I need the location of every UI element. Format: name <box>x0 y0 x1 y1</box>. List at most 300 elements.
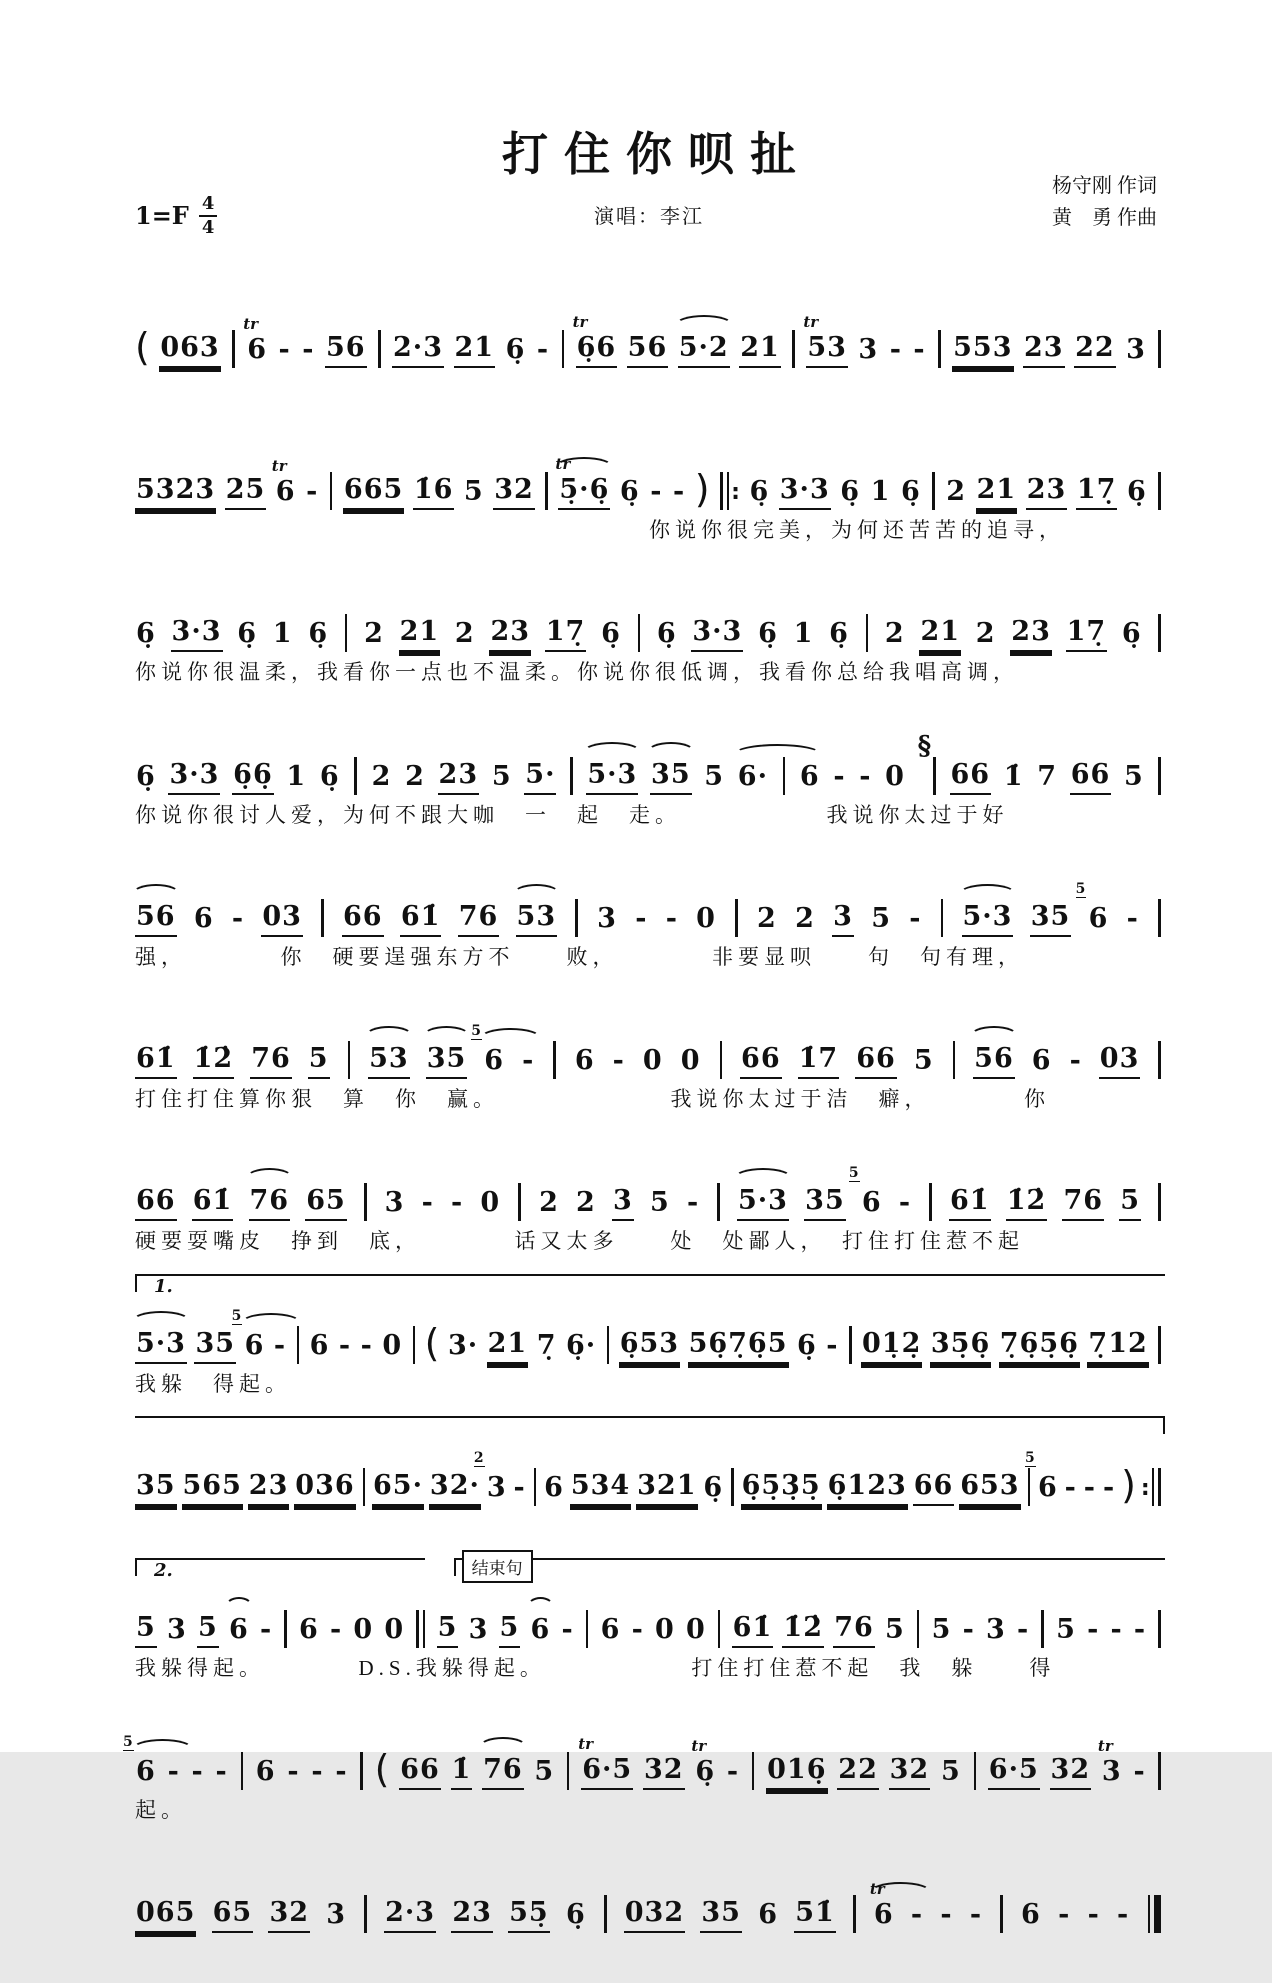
song-header <box>135 118 1163 276</box>
system-8 <box>135 1272 1163 1398</box>
note: 6̣ <box>136 760 156 792</box>
slur-arc <box>583 742 641 762</box>
note: 1̇2̇ <box>193 1043 235 1079</box>
note: 23 <box>248 1470 290 1506</box>
phrase-paren: ( <box>374 1747 390 1792</box>
note: 25 <box>225 474 267 510</box>
note: 1̇2̇ <box>782 1612 824 1648</box>
barline-icon <box>851 1893 858 1933</box>
note: 5 <box>1056 1614 1076 1646</box>
note: 76 <box>1062 1185 1104 1221</box>
note: 6̣ <box>136 618 156 650</box>
barline-icon <box>931 755 938 795</box>
note: 76 <box>833 1612 875 1648</box>
note: - <box>231 902 245 934</box>
slur-arc <box>959 884 1017 904</box>
note: 6 tr <box>271 456 296 507</box>
note: 6 <box>758 1898 779 1930</box>
barline-icon <box>1141 1466 1163 1506</box>
system-6 <box>135 987 1163 1113</box>
barline <box>720 472 723 510</box>
slur-arc <box>869 1879 931 1902</box>
note: 6̣ <box>900 475 921 507</box>
note: - <box>889 333 902 365</box>
barline-icon <box>733 897 740 937</box>
slur-arc <box>132 1311 190 1331</box>
barline-icon <box>361 1466 368 1506</box>
note: - <box>1069 1045 1082 1077</box>
note: 3·3 <box>779 474 831 510</box>
barline <box>929 1183 932 1221</box>
note: 0 <box>696 902 716 934</box>
note: - <box>1064 1472 1077 1504</box>
note: 1 <box>793 618 814 650</box>
barline-icon <box>1156 1750 1163 1790</box>
barline <box>345 614 348 652</box>
note: - <box>612 1045 625 1077</box>
note: 22 <box>837 1754 879 1790</box>
slur-arc <box>675 315 733 335</box>
notation-line <box>135 703 1163 795</box>
note: 0 <box>384 1614 405 1646</box>
barline <box>545 472 548 510</box>
note: 6̣ <box>829 618 849 650</box>
notation-line <box>135 845 1163 937</box>
system-12 <box>135 1841 1163 1933</box>
barline-icon <box>319 897 326 937</box>
note: - <box>650 475 663 507</box>
note: - <box>631 1614 644 1646</box>
barline <box>849 1326 852 1364</box>
note: 5·3 <box>737 1185 789 1221</box>
barline <box>607 1326 610 1364</box>
note: 5323 <box>135 474 216 510</box>
song-title: 打住你呗扯 <box>502 129 812 180</box>
note: 65· <box>372 1470 424 1506</box>
note: 6̣6 tr <box>576 332 618 368</box>
trill-mark: tr <box>691 1737 707 1756</box>
note: 6 5 <box>135 1756 157 1790</box>
note: 22 <box>1074 332 1116 368</box>
trill-mark: tr <box>555 454 571 473</box>
note: - <box>330 1614 343 1646</box>
note: 0 <box>885 760 905 792</box>
note: 32· <box>429 1470 481 1506</box>
lyrics-line: 我躲得起。 D.S.我躲得起。 打住打住惹不起 我 躲 得 <box>135 1656 1056 1681</box>
note: 23 <box>489 616 531 652</box>
trill-mark: tr <box>271 456 287 475</box>
note: - <box>215 1756 228 1788</box>
barline <box>731 1468 734 1506</box>
note: 21 <box>976 474 1018 510</box>
note: 17̣ <box>1066 616 1108 652</box>
note: 35 <box>650 759 692 795</box>
note: 5·3 <box>135 1328 187 1364</box>
barline <box>378 330 381 368</box>
barline <box>792 330 795 368</box>
barline-icon <box>915 1608 922 1648</box>
barline <box>562 330 565 368</box>
note: 5 <box>308 1043 330 1079</box>
note: 6· <box>737 761 769 795</box>
note: 56 <box>627 332 669 368</box>
note: 3 <box>326 1898 347 1930</box>
note: 53 <box>516 901 558 937</box>
lyrics-line: 你说你很温柔，我看你一点也不温柔。你说你很低调，我看你总给我唱高调， <box>135 660 1019 685</box>
note: 6̣ <box>1121 618 1142 650</box>
note: 5·3 <box>586 759 638 795</box>
barline-icon <box>543 470 550 510</box>
barline <box>1158 330 1161 368</box>
barline <box>1158 614 1161 652</box>
note: 0 <box>680 1045 701 1077</box>
barline <box>518 1183 521 1221</box>
note: 21 <box>487 1328 529 1364</box>
note: - <box>273 1329 287 1361</box>
key-time-signature <box>135 194 217 238</box>
trill-mark: tr <box>572 312 588 331</box>
composer-credit: 黄 勇 作曲 <box>1052 207 1157 229</box>
lyrics-line: 你说你很讨人爱，为何不跟大咖 一 起 走。 我说你太过于好 <box>135 802 1009 827</box>
system-2 <box>135 418 1163 544</box>
barline-icon <box>411 1324 418 1364</box>
barline-icon <box>516 1181 523 1221</box>
note: 55̣ <box>508 1897 550 1933</box>
note: 6 <box>600 1614 621 1646</box>
barline-icon <box>560 328 567 368</box>
trill-mark: tr <box>869 1879 885 1898</box>
barline <box>941 899 944 937</box>
note: 32 <box>643 1754 685 1790</box>
barline <box>1158 1041 1161 1079</box>
barline <box>1154 1895 1161 1933</box>
note: 76 <box>250 1043 292 1079</box>
note: 3·3 <box>171 616 223 652</box>
note: 321 <box>636 1470 697 1506</box>
notation-line <box>123 1698 1163 1792</box>
note: 5 <box>437 1612 459 1648</box>
note: 2 <box>757 902 777 934</box>
barline-icon <box>1026 1466 1033 1506</box>
note: 6̣53 <box>619 1328 680 1364</box>
note: 5̣·6̣ tr <box>558 474 610 510</box>
note: - <box>910 1898 924 1930</box>
note: 6 <box>544 1472 564 1504</box>
note: 6̣ <box>840 475 861 507</box>
system-3 <box>135 560 1163 686</box>
time-signature-numerator: 4 <box>199 194 218 217</box>
barline-icon <box>1156 1181 1163 1221</box>
barline <box>1158 1468 1161 1506</box>
slur-arc <box>365 1026 413 1046</box>
note: 6̣ <box>601 618 621 650</box>
note: - <box>1087 1614 1100 1646</box>
note: 6̣6̣ <box>232 759 274 795</box>
note: 5 <box>534 1756 555 1788</box>
note: 1̇6 <box>413 474 455 510</box>
slur-arc <box>647 742 695 762</box>
note: 7 <box>1037 760 1058 792</box>
barline <box>853 1895 856 1933</box>
note: 3· <box>447 1329 479 1361</box>
note: - <box>969 1898 983 1930</box>
note: 66 <box>342 901 384 937</box>
note: 6·5 <box>988 1754 1040 1790</box>
note: 2 <box>405 760 425 792</box>
note: - <box>726 1756 740 1788</box>
note: 65 <box>305 1185 347 1221</box>
notation-line <box>135 560 1163 652</box>
barline <box>717 1183 720 1221</box>
note: 76 <box>249 1185 291 1221</box>
note: 23 <box>1026 474 1068 510</box>
barline <box>917 1610 920 1648</box>
note: - <box>302 333 315 365</box>
barline <box>297 1326 300 1364</box>
barline <box>953 1041 956 1079</box>
note: 665 <box>343 474 404 510</box>
phrase-paren: ) <box>1121 1463 1136 1508</box>
note: 6̣ <box>505 333 526 365</box>
volta-bracket <box>135 1558 425 1582</box>
barline <box>1158 1610 1161 1648</box>
grace-note: 5 <box>1075 880 1087 897</box>
note: - <box>665 902 678 934</box>
barline-icon <box>1156 1324 1163 1364</box>
note: 036 <box>294 1470 355 1506</box>
volta-bracket <box>135 1274 1165 1297</box>
barline <box>567 1752 570 1790</box>
barline <box>1158 757 1161 795</box>
lyrics-line: 硬要耍嘴皮 挣到 底， 话又太多 处 处鄙人， 打住打住惹不起 <box>135 1229 1024 1254</box>
note: 3 <box>1126 333 1146 365</box>
note: - <box>1083 1472 1097 1504</box>
barline-icon <box>847 1324 854 1364</box>
note: - <box>259 1614 273 1646</box>
barline <box>604 1895 607 1933</box>
note: 5 <box>913 1045 934 1077</box>
note: 553 <box>952 332 1013 368</box>
barline-icon <box>716 1608 723 1648</box>
barline-icon <box>551 1039 558 1079</box>
note: 6 <box>299 1614 319 1646</box>
note: - <box>1058 1898 1071 1930</box>
note: 5 <box>135 1612 157 1648</box>
note: 6 <box>193 902 214 934</box>
note: - <box>522 1045 535 1077</box>
note: 5 <box>649 1187 670 1219</box>
barline <box>1152 1468 1155 1506</box>
barline-icon <box>951 1039 958 1079</box>
notation-line <box>135 987 1163 1079</box>
note: 21 <box>739 332 781 368</box>
note: 2 <box>975 618 996 650</box>
volta-label: 2. <box>149 1561 178 1581</box>
barline-icon <box>1146 1893 1164 1933</box>
note: 1 <box>870 475 891 507</box>
note: 6 <box>1031 1045 1052 1077</box>
trill-mark: tr <box>578 1735 594 1754</box>
note: 66 <box>913 1470 955 1506</box>
barline-icon <box>602 1893 609 1933</box>
note: 21 <box>919 616 961 652</box>
note: 32 <box>268 1897 310 1933</box>
note: 3 <box>858 333 879 365</box>
barline-icon <box>573 897 580 937</box>
barline-icon <box>718 1039 725 1079</box>
note: 3 <box>166 1614 187 1646</box>
segno-icon: § <box>917 730 932 761</box>
note: 565 <box>182 1470 243 1506</box>
notation-line <box>135 1841 1163 1933</box>
note: 17̣ <box>1076 474 1118 510</box>
slur-arc <box>241 1313 302 1333</box>
time-signature <box>199 194 218 238</box>
note: 66 <box>135 1185 177 1221</box>
note: - <box>1133 1614 1147 1646</box>
note: 6 <box>255 1756 276 1788</box>
system-7 <box>135 1129 1163 1255</box>
note: 1̇ <box>1003 760 1024 792</box>
notation-line <box>135 418 1163 510</box>
note: - <box>909 902 922 934</box>
note: 5 <box>1124 760 1144 792</box>
note: 66 <box>399 1754 441 1790</box>
note: 6̣ <box>619 475 640 507</box>
note: - <box>311 1756 324 1788</box>
barline <box>364 1895 367 1933</box>
note: 2 <box>364 618 384 650</box>
note: 66 <box>1070 759 1112 795</box>
note: 0 <box>353 1614 374 1646</box>
slur-arc <box>527 1597 555 1617</box>
note: 016̣ <box>766 1754 827 1790</box>
barline <box>570 757 573 795</box>
note: 3·3 <box>168 759 220 795</box>
grace-note: 5 <box>471 1023 483 1040</box>
note: 2 <box>946 475 967 507</box>
barline-icon <box>718 470 740 510</box>
note: 6 <box>530 1614 552 1648</box>
system-5 <box>135 845 1163 971</box>
grace-note: 5 <box>1024 1450 1036 1467</box>
note: - <box>826 1329 839 1361</box>
note: 3 <box>832 901 854 937</box>
note: 7̣12 <box>1087 1328 1148 1364</box>
phrase-paren: ( <box>424 1320 440 1365</box>
note: 6 5 <box>1075 880 1109 934</box>
lyricist-credit: 杨守刚 作词 <box>1052 175 1157 197</box>
note: 3 <box>612 1185 634 1221</box>
note: 76 <box>458 901 500 937</box>
barline <box>363 1468 366 1506</box>
barline <box>534 1468 537 1506</box>
barline <box>720 1041 723 1079</box>
note: 3 <box>468 1614 489 1646</box>
barline <box>413 1326 416 1364</box>
note: 6̣ <box>758 618 778 650</box>
barline-icon <box>790 328 797 368</box>
lyrics-line: 强， 你 硬要逞强东方不 败， 非要显呗 句 句有理， <box>135 944 1024 969</box>
barline <box>974 1752 977 1790</box>
note: 6̣123 <box>827 1470 908 1506</box>
note: 1 <box>286 760 307 792</box>
note: 3 <box>597 902 617 934</box>
barline-icon <box>584 1608 591 1648</box>
note: 66 <box>740 1043 782 1079</box>
note: 32 <box>889 1754 931 1790</box>
barline <box>360 1752 363 1790</box>
notation-line <box>135 276 1163 368</box>
note: 23 <box>438 759 480 795</box>
note: 6̣5̣3̣5̣ <box>741 1470 822 1506</box>
note: 21 <box>399 616 441 652</box>
note: 534 <box>570 1470 631 1506</box>
note: 5 <box>931 1614 952 1646</box>
note: 0 <box>480 1187 501 1219</box>
note: 5 <box>940 1756 961 1788</box>
barline <box>321 899 324 937</box>
barline <box>1158 1183 1161 1221</box>
barline-icon <box>239 1750 246 1790</box>
note: 61̇ <box>192 1185 234 1221</box>
note: - <box>833 760 846 792</box>
barline-icon <box>1039 1608 1046 1648</box>
barline-icon <box>936 328 943 368</box>
note: 56 <box>325 332 367 368</box>
note: 3 tr <box>1097 1737 1122 1788</box>
volta-label: 结束句 <box>462 1550 533 1583</box>
barline-icon <box>729 1466 736 1506</box>
note: 1̇ <box>451 1754 473 1790</box>
barline-icon <box>1156 1608 1163 1648</box>
grace-note: 5 <box>231 1307 243 1324</box>
note: 23 <box>1010 616 1052 652</box>
time-signature-denominator: 4 <box>201 216 215 238</box>
phrase-paren: ( <box>135 325 150 369</box>
lyrics-line: 你说你很完美，为何还苦苦的追寻， <box>649 518 1065 542</box>
note: 6 5 <box>848 1165 882 1219</box>
note: 653 <box>959 1470 1020 1506</box>
note: 56 <box>135 901 177 937</box>
note: 21 <box>454 332 496 368</box>
lyrics-line: 我躲 得起。 <box>135 1371 291 1396</box>
barline-icon <box>972 1750 979 1790</box>
barline <box>241 1752 244 1790</box>
barline-icon <box>1156 1039 1163 1079</box>
note: 6̣ tr <box>691 1737 716 1788</box>
note: 5 <box>1119 1185 1141 1221</box>
grace-note: 2 <box>473 1450 485 1467</box>
note: 6̣ <box>656 618 677 650</box>
note: 3 <box>986 1614 1006 1646</box>
note: - <box>686 1187 700 1219</box>
barline <box>718 1610 721 1648</box>
note: 6 <box>228 1614 250 1648</box>
barline-icon <box>715 1181 722 1221</box>
notation-line <box>135 1129 1163 1221</box>
system-9 <box>135 1414 1163 1506</box>
barline-icon <box>568 755 575 795</box>
barline <box>364 1183 367 1221</box>
note: 6̣ <box>565 1898 586 1930</box>
barline-icon <box>636 612 643 652</box>
barline <box>1158 472 1161 510</box>
note: 35 <box>135 1470 177 1506</box>
repeat-dots-icon: : <box>731 480 740 505</box>
note: 53 <box>368 1043 410 1079</box>
note: 6 tr <box>873 1899 895 1933</box>
